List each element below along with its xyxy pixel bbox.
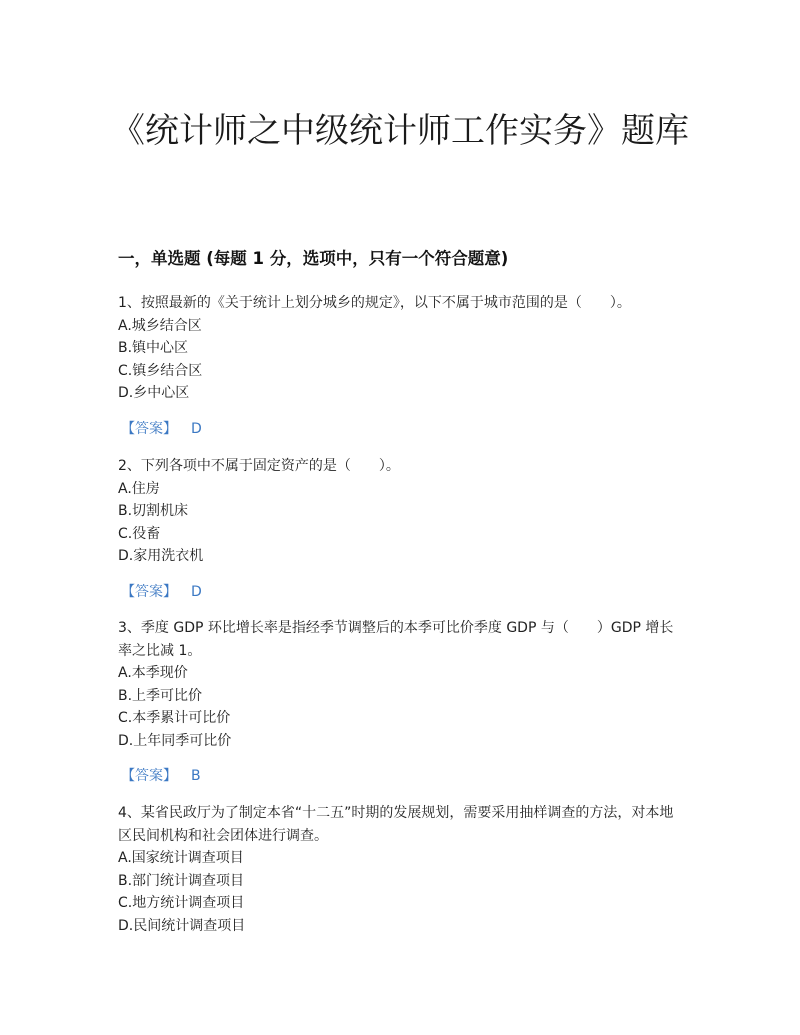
- question-stem: 4、某省民政厅为了制定本省“十二五”时期的发展规划，需要采用抽样调查的方法，对本地区民间机构和社会团体进行调查。: [118, 805, 674, 844]
- option-b: B.镇中心区: [118, 340, 189, 356]
- option-d: D.上年同季可比价: [118, 732, 232, 749]
- option-b: B.部门统计调查项目: [118, 872, 245, 889]
- option-c: C.地方统计调查项目: [118, 895, 245, 911]
- answer-line: [121, 418, 678, 441]
- answer-line: [121, 581, 678, 604]
- question-2: [118, 455, 678, 603]
- option-a: A.国家统计调查项目: [118, 850, 244, 866]
- option-a: A.城乡结合区: [118, 317, 202, 334]
- option-d: D.民间统计调查项目: [118, 917, 246, 934]
- option-d: D.乡中心区: [118, 385, 190, 401]
- option-b: B.上季可比价: [118, 687, 203, 704]
- option-c: C.镇乡结合区: [118, 362, 203, 379]
- question-stem: 3、季度 GDP 环比增长率是指经季节调整后的本季可比价季度 GDP 与（ ）GDP 增长率之比减 1。: [118, 620, 674, 659]
- option-d: D.家用洗衣机: [118, 548, 204, 564]
- option-c: C.役畜: [118, 525, 161, 542]
- answer-value: D: [191, 583, 202, 600]
- option-b: B.切割机床: [118, 503, 189, 519]
- section-title: 一，单选题 (每题 1 分，选项中，只有一个符合题意): [118, 249, 509, 268]
- answer-value: B: [191, 768, 201, 784]
- question-3: [118, 617, 678, 788]
- option-a: A.住房: [118, 480, 160, 497]
- option-a: A.本季现价: [118, 665, 188, 681]
- option-c: C.本季累计可比价: [118, 710, 231, 726]
- document-title: 《统计师之中级统计师工作实务》题库: [111, 111, 689, 151]
- answer-line: [121, 765, 678, 788]
- answer-label: 【答案】: [121, 768, 177, 784]
- answer-label: 【答案】: [121, 420, 177, 437]
- question-1: [118, 292, 678, 440]
- answer-label: 【答案】: [121, 583, 177, 600]
- question-stem: 2、下列各项中不属于固定资产的是（ ）。: [118, 458, 400, 474]
- question-stem: 1、按照最新的《关于统计上划分城乡的规定》，以下不属于城市范围的是（ ）。: [118, 295, 631, 311]
- question-4: [118, 802, 678, 937]
- answer-value: D: [191, 420, 202, 437]
